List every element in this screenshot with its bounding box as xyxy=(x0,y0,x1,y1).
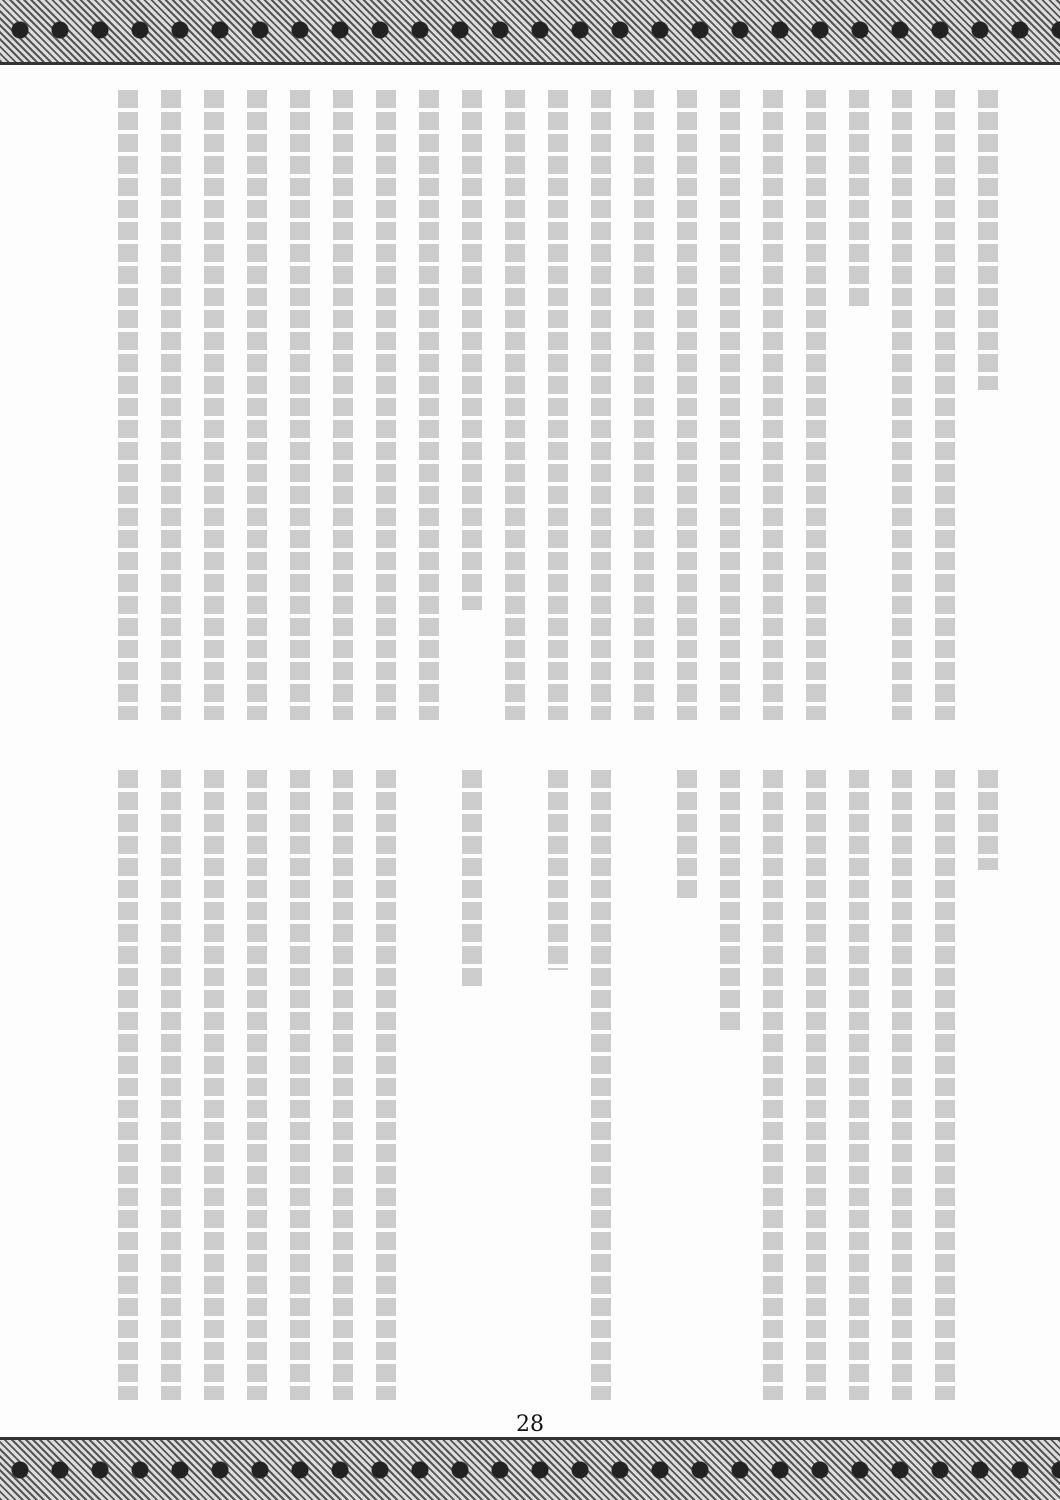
text-column-placeholder xyxy=(548,90,568,720)
text-column-placeholder xyxy=(290,90,310,720)
text-column-placeholder xyxy=(763,770,783,1400)
lace-border-top xyxy=(0,0,1060,65)
text-column-placeholder xyxy=(849,770,869,1400)
text-column-placeholder xyxy=(591,90,611,720)
page-number: 28 xyxy=(516,1412,544,1437)
text-column-placeholder xyxy=(247,770,267,1400)
text-column-placeholder xyxy=(677,770,697,900)
text-column-placeholder xyxy=(376,90,396,720)
text-column-placeholder xyxy=(118,770,138,1400)
text-column-placeholder xyxy=(204,770,224,1400)
text-column-placeholder xyxy=(505,90,525,720)
lace-border-bottom xyxy=(0,1437,1060,1500)
text-column-placeholder xyxy=(462,90,482,610)
text-column-placeholder xyxy=(247,90,267,720)
text-column-placeholder xyxy=(591,770,611,1400)
text-column-placeholder xyxy=(419,90,439,720)
text-column-placeholder xyxy=(892,770,912,1400)
text-column-placeholder xyxy=(806,90,826,720)
text-column-placeholder xyxy=(763,90,783,720)
text-column-placeholder xyxy=(333,770,353,1400)
text-column-placeholder xyxy=(720,770,740,1030)
text-column-placeholder xyxy=(462,770,482,990)
text-column-placeholder xyxy=(935,770,955,1400)
text-column-placeholder xyxy=(548,770,568,970)
text-column-placeholder xyxy=(118,90,138,720)
text-column-placeholder xyxy=(849,90,869,310)
text-column-placeholder xyxy=(290,770,310,1400)
text-column-placeholder xyxy=(161,90,181,720)
text-column-placeholder xyxy=(204,90,224,720)
text-column-placeholder xyxy=(806,770,826,1400)
text-column-placeholder xyxy=(634,90,654,720)
text-column-placeholder xyxy=(935,90,955,720)
text-column-placeholder xyxy=(333,90,353,720)
text-column-placeholder xyxy=(978,770,998,870)
text-column-placeholder xyxy=(376,770,396,1400)
text-column-placeholder xyxy=(161,770,181,1400)
text-column-placeholder xyxy=(892,90,912,720)
text-column-placeholder xyxy=(978,90,998,390)
text-column-placeholder xyxy=(720,90,740,720)
text-column-placeholder xyxy=(677,90,697,720)
